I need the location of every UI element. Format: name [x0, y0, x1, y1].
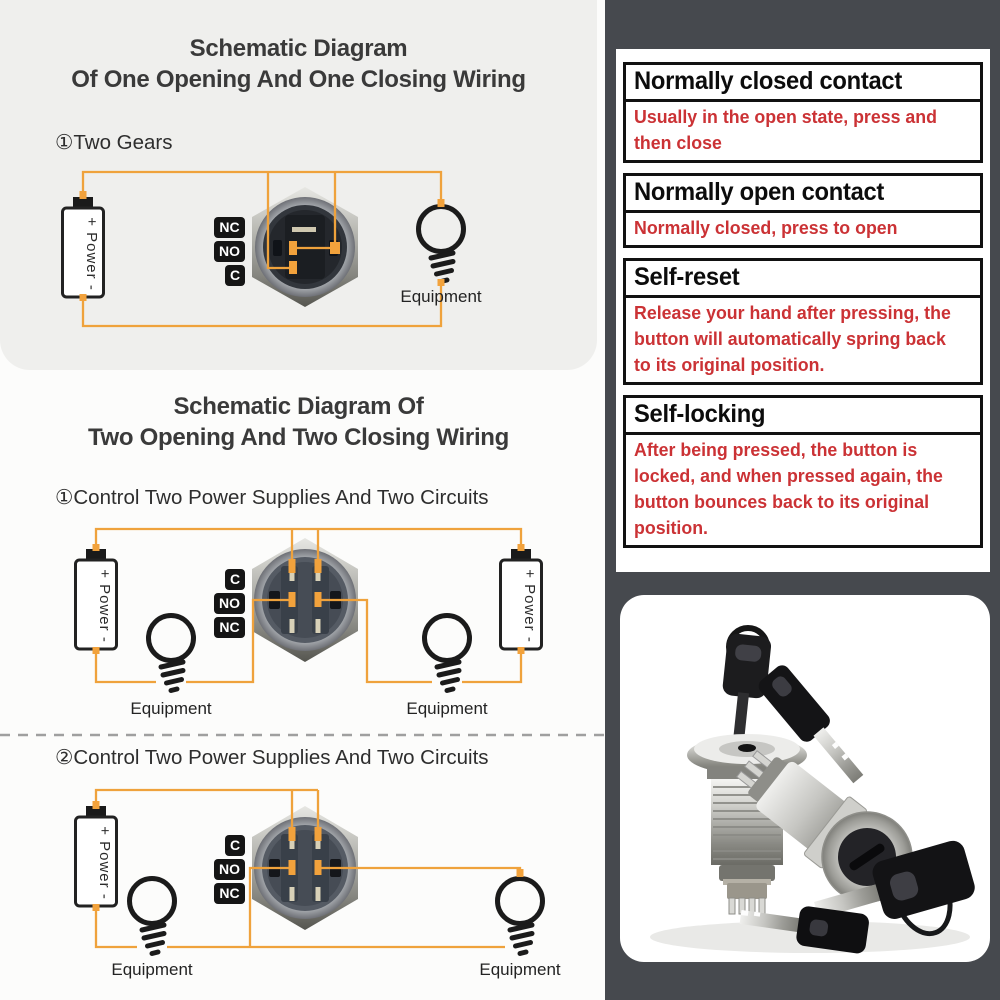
title-line-2: Of One Opening And One Closing Wiring — [66, 64, 530, 95]
equipment-label: Equipment — [479, 960, 561, 979]
circuit-two-subtitle: ②Control Two Power Supplies And Two Circuits — [55, 746, 489, 769]
info-section-normally-closed — [623, 62, 983, 163]
info-section-normally-open — [623, 173, 983, 248]
battery-label: + Power - — [96, 826, 113, 900]
title-line-2: Two Opening And Two Closing Wiring — [83, 422, 514, 453]
battery-label: + Power - — [83, 217, 100, 291]
contact-info-panel — [616, 49, 990, 572]
info-body: Usually in the open state, press and then close — [623, 99, 983, 163]
pin-label-no: NO — [214, 593, 245, 614]
pin-label-nc: NC — [214, 217, 245, 238]
diagram-one-subtitle: ①Two Gears — [55, 131, 173, 154]
info-body: Normally closed, press to open — [623, 210, 983, 248]
equipment-label: Equipment — [111, 960, 193, 979]
info-section-self-reset — [623, 258, 983, 385]
key-switch-photo-illustration — [620, 595, 990, 962]
title-line-1: Schematic Diagram Of — [168, 391, 428, 422]
info-heading: Normally closed contact — [623, 62, 983, 102]
info-heading: Self-reset — [623, 258, 983, 298]
battery-label: + Power - — [521, 569, 538, 643]
diagram-three — [76, 790, 543, 954]
equipment-label: Equipment — [400, 287, 482, 306]
pin-label-c: C — [225, 569, 245, 590]
circuit-one-subtitle: ①Control Two Power Supplies And Two Circuits — [55, 486, 489, 509]
title-line-1: Schematic Diagram — [185, 33, 413, 64]
diagram-two — [76, 529, 542, 691]
product-photo — [620, 595, 990, 962]
info-body: After being pressed, the button is locked, and when pressed again, the button bounces back to its original position. — [623, 432, 983, 548]
pin-label-c: C — [225, 835, 245, 856]
pin-label-no: NO — [214, 241, 245, 262]
info-section-self-locking — [623, 395, 983, 548]
info-body: Release your hand after pressing, the button will automatically spring back to its original position. — [623, 295, 983, 385]
battery-label: + Power - — [96, 569, 113, 643]
info-heading: Normally open contact — [623, 173, 983, 213]
equipment-label: Equipment — [130, 699, 212, 718]
pin-label-nc: NC — [214, 883, 245, 904]
equipment-label: Equipment — [406, 699, 488, 718]
pin-label-no: NO — [214, 859, 245, 880]
pin-label-nc: NC — [214, 617, 245, 638]
info-heading: Self-locking — [623, 395, 983, 435]
pin-label-c: C — [225, 265, 245, 286]
